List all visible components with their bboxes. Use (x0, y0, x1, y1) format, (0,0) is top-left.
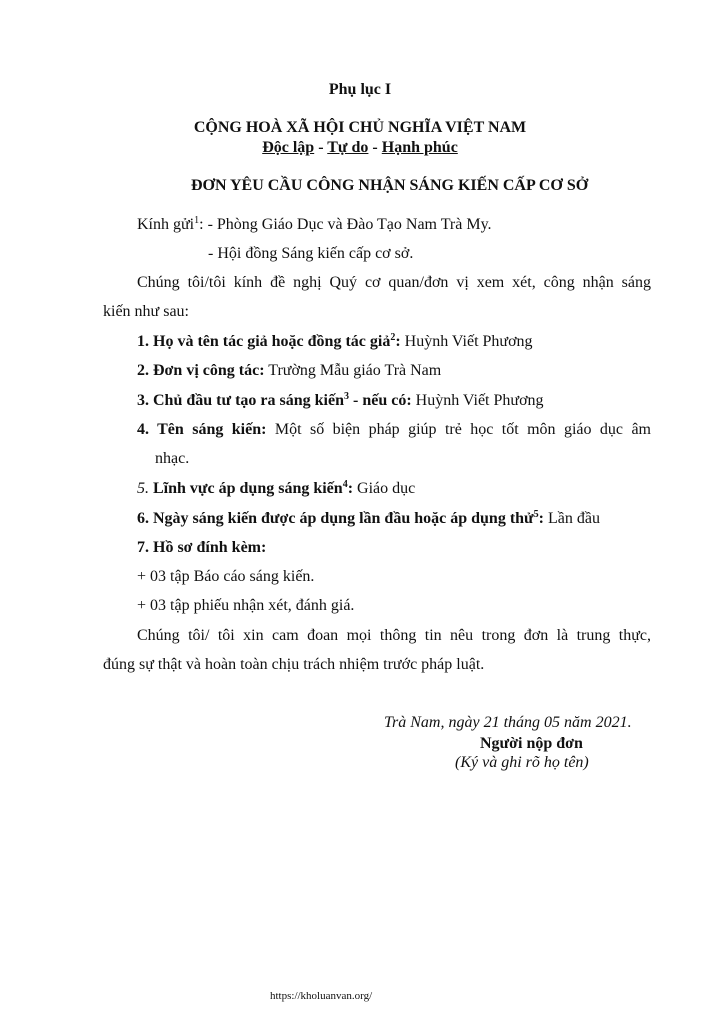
attachment-item: + 03 tập phiếu nhận xét, đánh giá. (137, 597, 355, 614)
item-workplace (137, 362, 441, 380)
commitment-line-1: Chúng tôi/ tôi xin cam đoan mọi thông tin nêu trong đơn là trung thực, (137, 627, 651, 644)
signature-place-date: Trà Nam, ngày 21 tháng 05 năm 2021. (384, 714, 632, 731)
national-header-country: CỘNG HOÀ XÃ HỘI CHỦ NGHĨA VIỆT NAM (193, 119, 527, 136)
item-author (137, 333, 533, 351)
item-author-colon: : (395, 333, 401, 350)
footnote-ref: 4 (342, 479, 348, 490)
item-date-colon: : (538, 510, 544, 527)
motto-independence: Độc lập (262, 139, 315, 156)
item-workplace-label: 2. Đơn vị công tác: (137, 362, 265, 379)
motto-freedom: Tự do (327, 139, 369, 156)
item-investor-suffix: - nếu có: (348, 392, 412, 409)
item-name-value: Một số biện pháp giúp trẻ học tốt môn giáo dục âm (266, 421, 652, 438)
item-name-line-1 (137, 421, 651, 439)
recipient-line-1 (137, 216, 492, 234)
item-field-label: Lĩnh vực áp dụng sáng kiến (149, 480, 343, 497)
appendix-title: Phụ lục I (328, 81, 392, 98)
item-name-line-2: nhạc. (155, 450, 190, 467)
item-attachments-label: 7. Hồ sơ đính kèm: (137, 539, 267, 556)
footer-url: https://kholuanvan.org/ (270, 990, 373, 1002)
item-date-value: Lần đầu (543, 510, 600, 527)
request-intro-line-2: kiến như sau: (103, 303, 189, 320)
footnote-ref: 5 (533, 509, 539, 520)
footnote-ref: 1 (194, 215, 200, 226)
item-investor-value: Huỳnh Viết Phương (411, 392, 544, 409)
motto-separator: - (368, 139, 382, 156)
footnote-ref: 2 (390, 332, 396, 343)
item-workplace-value: Trường Mẫu giáo Trà Nam (264, 362, 442, 379)
item-field-value: Giáo dục (353, 480, 416, 497)
signature-title: Người nộp đơn (480, 735, 583, 752)
item-date-label: 6. Ngày sáng kiến được áp dụng lần đầu hoặc áp dụng thử (137, 510, 534, 527)
item-investor (137, 392, 544, 410)
recipient-line-2: - Hội đồng Sáng kiến cấp cơ sở. (208, 245, 414, 262)
attachment-item: + 03 tập Báo cáo sáng kiến. (137, 568, 315, 585)
item-investor-label: 3. Chủ đầu tư tạo ra sáng kiến (137, 392, 344, 409)
item-field (137, 480, 415, 498)
footnote-ref: 3 (343, 391, 349, 402)
motto-separator: - (314, 139, 328, 156)
item-field-colon: : (347, 480, 354, 497)
form-title: ĐƠN YÊU CẦU CÔNG NHẬN SÁNG KIẾN CẤP CƠ SỞ (191, 177, 589, 194)
item-field-number: 5. (137, 480, 149, 497)
item-name-label: 4. Tên sáng kiến: (137, 421, 267, 438)
national-header-motto (0, 139, 720, 157)
recipient-label: Kính gửi (137, 216, 195, 233)
commitment-line-2: đúng sự thật và hoàn toàn chịu trách nhiệm trước pháp luật. (103, 656, 485, 673)
recipient-department: : - Phòng Giáo Dục và Đào Tạo Nam Trà My. (199, 216, 492, 233)
item-author-value: Huỳnh Viết Phương (400, 333, 533, 350)
signature-instruction: (Ký và ghi rõ họ tên) (455, 754, 589, 771)
request-intro-line-1: Chúng tôi/tôi kính đề nghị Quý cơ quan/đơn vị xem xét, công nhận sáng (137, 274, 651, 291)
item-date (137, 510, 600, 528)
motto-happiness: Hạnh phúc (381, 139, 458, 156)
item-author-label: 1. Họ và tên tác giả hoặc đồng tác giả (137, 333, 391, 350)
